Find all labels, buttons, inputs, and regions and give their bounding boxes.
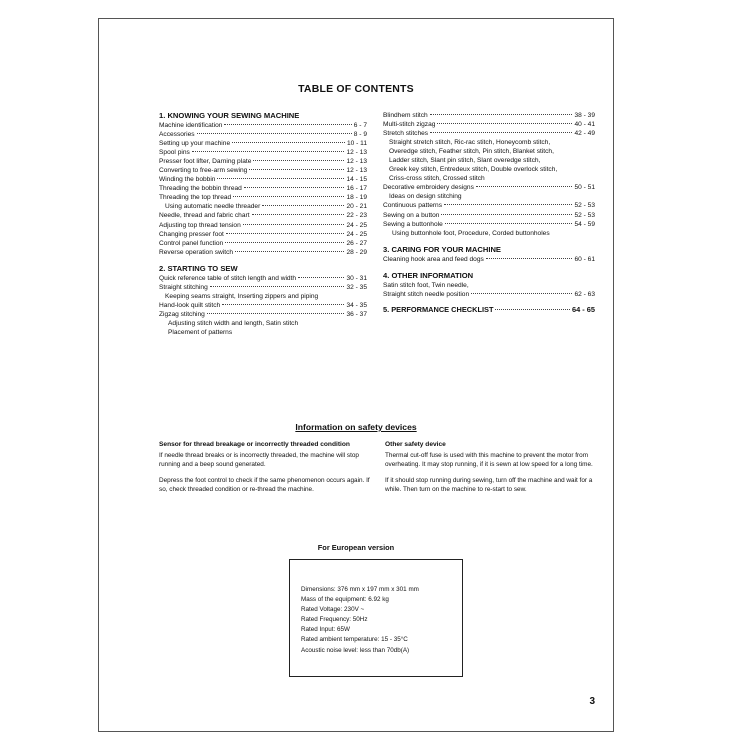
toc-entry-title: Zigzag stitching xyxy=(159,310,205,318)
toc-entry-pages: 26 - 27 xyxy=(346,239,367,247)
toc-entry-title: Winding the bobbin xyxy=(159,176,216,184)
spec-line: Acoustic noise level: less than 70db(A) xyxy=(301,646,410,654)
toc-entry-pages: 18 - 19 xyxy=(346,194,367,202)
toc-entry-pages: 10 - 11 xyxy=(346,140,367,148)
toc-leader-dots xyxy=(210,286,345,287)
toc-entry-title: Sewing a buttonhole xyxy=(383,220,443,228)
toc-leader-dots xyxy=(232,142,345,143)
toc-entry xyxy=(383,255,595,264)
european-version-title: For European version xyxy=(317,543,395,552)
toc-entry xyxy=(159,148,367,157)
toc-entry-title: Machine identification xyxy=(159,122,223,129)
toc-entry-title: Blindhem stitch xyxy=(383,112,428,119)
toc-entry xyxy=(383,201,595,210)
toc-leader-dots xyxy=(207,313,345,314)
toc-entry-pages: 60 - 61 xyxy=(574,255,595,263)
toc-entry-title: Adjusting top thread tension xyxy=(159,221,241,229)
toc-leader-dots xyxy=(441,214,572,215)
toc-leader-dots xyxy=(235,251,344,252)
toc-entry-title: Cleaning hook area and feed dogs xyxy=(383,255,484,263)
toc-entry xyxy=(383,220,595,229)
toc-entry-title: Threading the bobbin thread xyxy=(159,185,242,193)
toc-entry-pages: 36 - 37 xyxy=(346,310,367,318)
toc-leader-dots xyxy=(476,186,573,187)
toc-entry xyxy=(159,184,367,193)
toc-entry-title: Sewing on a button xyxy=(383,211,440,219)
toc-entry-title: Multi-stitch zigzag xyxy=(383,121,436,129)
toc-entry xyxy=(383,290,595,299)
safety-paragraph: Depress the foot control to check if the same phenomenon occurs again. If so, check threaded condition or re-thread the machine. xyxy=(159,477,370,493)
toc-entry-pages: 42 - 49 xyxy=(574,130,595,138)
toc-section-heading: 4. OTHER INFORMATION xyxy=(383,270,474,280)
toc-leader-dots xyxy=(262,205,344,206)
toc-entry-title: Changing presser foot xyxy=(159,230,224,238)
spec-line: Rated ambient temperature: 15 - 35°C xyxy=(301,636,408,644)
safety-title: Information on safety devices xyxy=(295,422,417,432)
toc-entry-title: 5. PERFORMANCE CHECKLIST xyxy=(383,304,494,314)
toc-entry-pages: 52 - 53 xyxy=(574,202,595,210)
toc-entry-title: Continuous patterns xyxy=(383,202,443,210)
toc-entry-title: Converting to free-arm sewing xyxy=(159,167,248,175)
toc-subtopics: Adjusting stitch width and length, Satin stitch xyxy=(168,319,299,327)
spec-line: Rated Frequency: 50Hz xyxy=(301,616,368,624)
safety-other-heading: Other safety device xyxy=(385,441,446,448)
toc-entry xyxy=(159,211,367,220)
toc-section-heading: 2. STARTING TO SEW xyxy=(159,263,238,273)
toc-entry xyxy=(159,274,367,283)
safety-paragraph: If needle thread breaks or is incorrectly threaded, the machine will stop running and a beep sound generated. xyxy=(159,452,359,468)
toc-entry-pages: 24 - 25 xyxy=(346,221,367,229)
toc-subtopics: Overedge stitch, Feather stitch, Pin stitch, Blanket stitch, xyxy=(389,148,554,156)
toc-entry-pages: 38 - 39 xyxy=(574,112,595,119)
toc-entry-title: Spool pins xyxy=(159,149,190,157)
toc-entry-title: Presser foot lifter, Darning plate xyxy=(159,158,252,166)
toc-right-column xyxy=(383,111,595,314)
toc-section-heading: 1. KNOWING YOUR SEWING MACHINE xyxy=(159,111,300,120)
spec-list xyxy=(301,585,419,656)
toc-entry xyxy=(383,305,595,314)
toc-entry-title: Straight stitching xyxy=(159,283,208,291)
toc-entry-pages: 8 - 9 xyxy=(353,131,367,139)
toc-subtopics: Greek key stitch, Entredeux stitch, Double overlock stitch, xyxy=(389,166,558,174)
toc-subtopics: Ideas on design stitching xyxy=(389,193,462,201)
toc-entry-pages: 50 - 51 xyxy=(574,184,595,192)
toc-leader-dots xyxy=(253,160,344,161)
toc-entry-pages: 64 - 65 xyxy=(571,304,595,314)
toc-entry-pages: 20 - 21 xyxy=(346,203,367,211)
page-number: 3 xyxy=(589,696,595,707)
toc-entry xyxy=(159,193,367,202)
toc-subtopics: Ladder stitch, Slant pin stitch, Slant overedge stitch, xyxy=(389,157,541,165)
toc-entry-pages: 24 - 25 xyxy=(346,230,367,238)
toc-leader-dots xyxy=(252,214,345,215)
toc-entry-title: Decorative embroidery designs xyxy=(383,184,474,192)
toc-entry-title: Setting up your machine xyxy=(159,140,231,148)
toc-entry-pages: 22 - 23 xyxy=(346,212,367,220)
toc-entry xyxy=(383,129,595,138)
toc-entry-title: Hand-look quilt stitch xyxy=(159,301,221,309)
toc-leader-dots xyxy=(224,124,351,125)
toc-subtopics: Placement of patterns xyxy=(168,328,233,336)
toc-entry xyxy=(159,166,367,175)
manual-page xyxy=(98,18,614,732)
toc-spacer xyxy=(383,264,595,267)
toc-entry xyxy=(159,221,367,230)
toc-leader-dots xyxy=(222,304,344,305)
toc-entry-pages: 34 - 35 xyxy=(346,301,367,309)
toc-entry xyxy=(383,120,595,129)
toc-entry xyxy=(159,310,367,319)
toc-entry-pages: 14 - 15 xyxy=(346,176,367,184)
safety-paragraph: If it should stop running during sewing, turn off the machine and wait for a while. Then turn on the machine to re-start to sew. xyxy=(385,477,593,493)
spec-line: Rated Input: 65W xyxy=(301,626,351,634)
toc-spacer xyxy=(383,238,595,241)
toc-leader-dots xyxy=(298,277,344,278)
toc-leader-dots xyxy=(430,132,572,133)
toc-leader-dots xyxy=(197,133,352,134)
safety-paragraph: Thermal cut-off fuse is used with this machine to prevent the motor from overheating. It may stop running, if it is sewn at low speed for a long time. xyxy=(385,452,593,468)
toc-entry xyxy=(159,175,367,184)
toc-entry-pages: 30 - 31 xyxy=(346,274,367,282)
toc-entry-title: Straight stitch needle position xyxy=(383,290,470,298)
toc-entry-pages: 40 - 41 xyxy=(574,121,595,129)
toc-entry xyxy=(159,121,367,130)
toc-subtopics: Using buttonhole foot, Procedure, Corded buttonholes xyxy=(392,229,550,237)
toc-entry-pages: 16 - 17 xyxy=(346,185,367,193)
toc-entry-pages: 32 - 35 xyxy=(346,283,367,291)
toc-entry-title: Using automatic needle threader xyxy=(165,203,261,211)
spec-line: Dimensions: 376 mm x 197 mm x 301 mm xyxy=(301,586,419,593)
toc-entry-title: Stretch stitches xyxy=(383,130,429,138)
toc-entry xyxy=(159,157,367,166)
toc-subtopics: Keeping seams straight, Inserting zippers and piping xyxy=(165,292,319,300)
toc-leader-dots xyxy=(249,169,344,170)
toc-leader-dots xyxy=(437,123,572,124)
toc-leader-dots xyxy=(471,293,572,294)
spec-line: Rated Voltage: 230V ~ xyxy=(301,606,365,614)
toc-entry xyxy=(383,183,595,192)
toc-entry xyxy=(159,139,367,148)
toc-entry-title: Control panel function xyxy=(159,239,224,247)
toc-spacer xyxy=(159,257,367,260)
toc-entry xyxy=(159,202,367,211)
toc-leader-dots xyxy=(244,187,345,188)
toc-entry-title: Accessories xyxy=(159,131,195,139)
toc-entry xyxy=(159,230,367,239)
safety-sensor-heading: Sensor for thread breakage or incorrectly threaded condition xyxy=(159,441,350,448)
toc-leader-dots xyxy=(445,223,573,224)
toc-leader-dots xyxy=(444,204,572,205)
spec-box xyxy=(289,559,463,677)
toc-leader-dots xyxy=(243,224,345,225)
toc-entry xyxy=(159,248,367,257)
spec-line: Mass of the equipment: 6.92 kg xyxy=(301,596,389,604)
toc-leader-dots xyxy=(486,258,573,259)
toc-entry-title: Threading the top thread xyxy=(159,194,232,202)
toc-entry xyxy=(159,130,367,139)
toc-leader-dots xyxy=(495,309,570,310)
toc-entry-title: Needle, thread and fabric chart xyxy=(159,212,250,220)
toc-entry-pages: 12 - 13 xyxy=(346,149,367,157)
toc-left-column xyxy=(159,111,367,337)
toc-entry xyxy=(383,111,595,120)
toc-entry-pages: 12 - 13 xyxy=(346,158,367,166)
toc-entry-pages: 62 - 63 xyxy=(574,290,595,298)
safety-sensor-section xyxy=(159,441,371,501)
toc-entry-pages: 6 - 7 xyxy=(353,122,367,129)
toc-entry xyxy=(159,283,367,292)
toc-subtopics: Straight stretch stitch, Ric-rac stitch, Honeycomb stitch, xyxy=(389,139,551,147)
toc-leader-dots xyxy=(233,196,344,197)
toc-leader-dots xyxy=(430,114,573,115)
toc-entry-pages: 52 - 53 xyxy=(574,211,595,219)
toc-section-heading: 3. CARING FOR YOUR MACHINE xyxy=(383,244,501,254)
toc-leader-dots xyxy=(226,233,345,234)
toc-entry-pages: 12 - 13 xyxy=(346,167,367,175)
toc-entry xyxy=(159,239,367,248)
toc-entry xyxy=(383,211,595,220)
toc-entry-title: Reverse operation switch xyxy=(159,248,234,256)
toc-entry-pages: 28 - 29 xyxy=(346,248,367,256)
toc-leader-dots xyxy=(217,178,344,179)
toc-leader-dots xyxy=(225,242,344,243)
toc-leader-dots xyxy=(192,151,345,152)
toc-entry-pages: 54 - 59 xyxy=(574,220,595,228)
toc-entry-title: Quick reference table of stitch length and width xyxy=(159,274,297,282)
toc-title: TABLE OF CONTENTS xyxy=(298,83,414,95)
toc-entry xyxy=(159,301,367,310)
toc-subtopics: Criss-cross stitch, Crossed stitch xyxy=(389,175,485,183)
toc-subtopics: Satin stitch foot, Twin needle, xyxy=(383,281,469,289)
safety-other-section xyxy=(385,441,595,501)
